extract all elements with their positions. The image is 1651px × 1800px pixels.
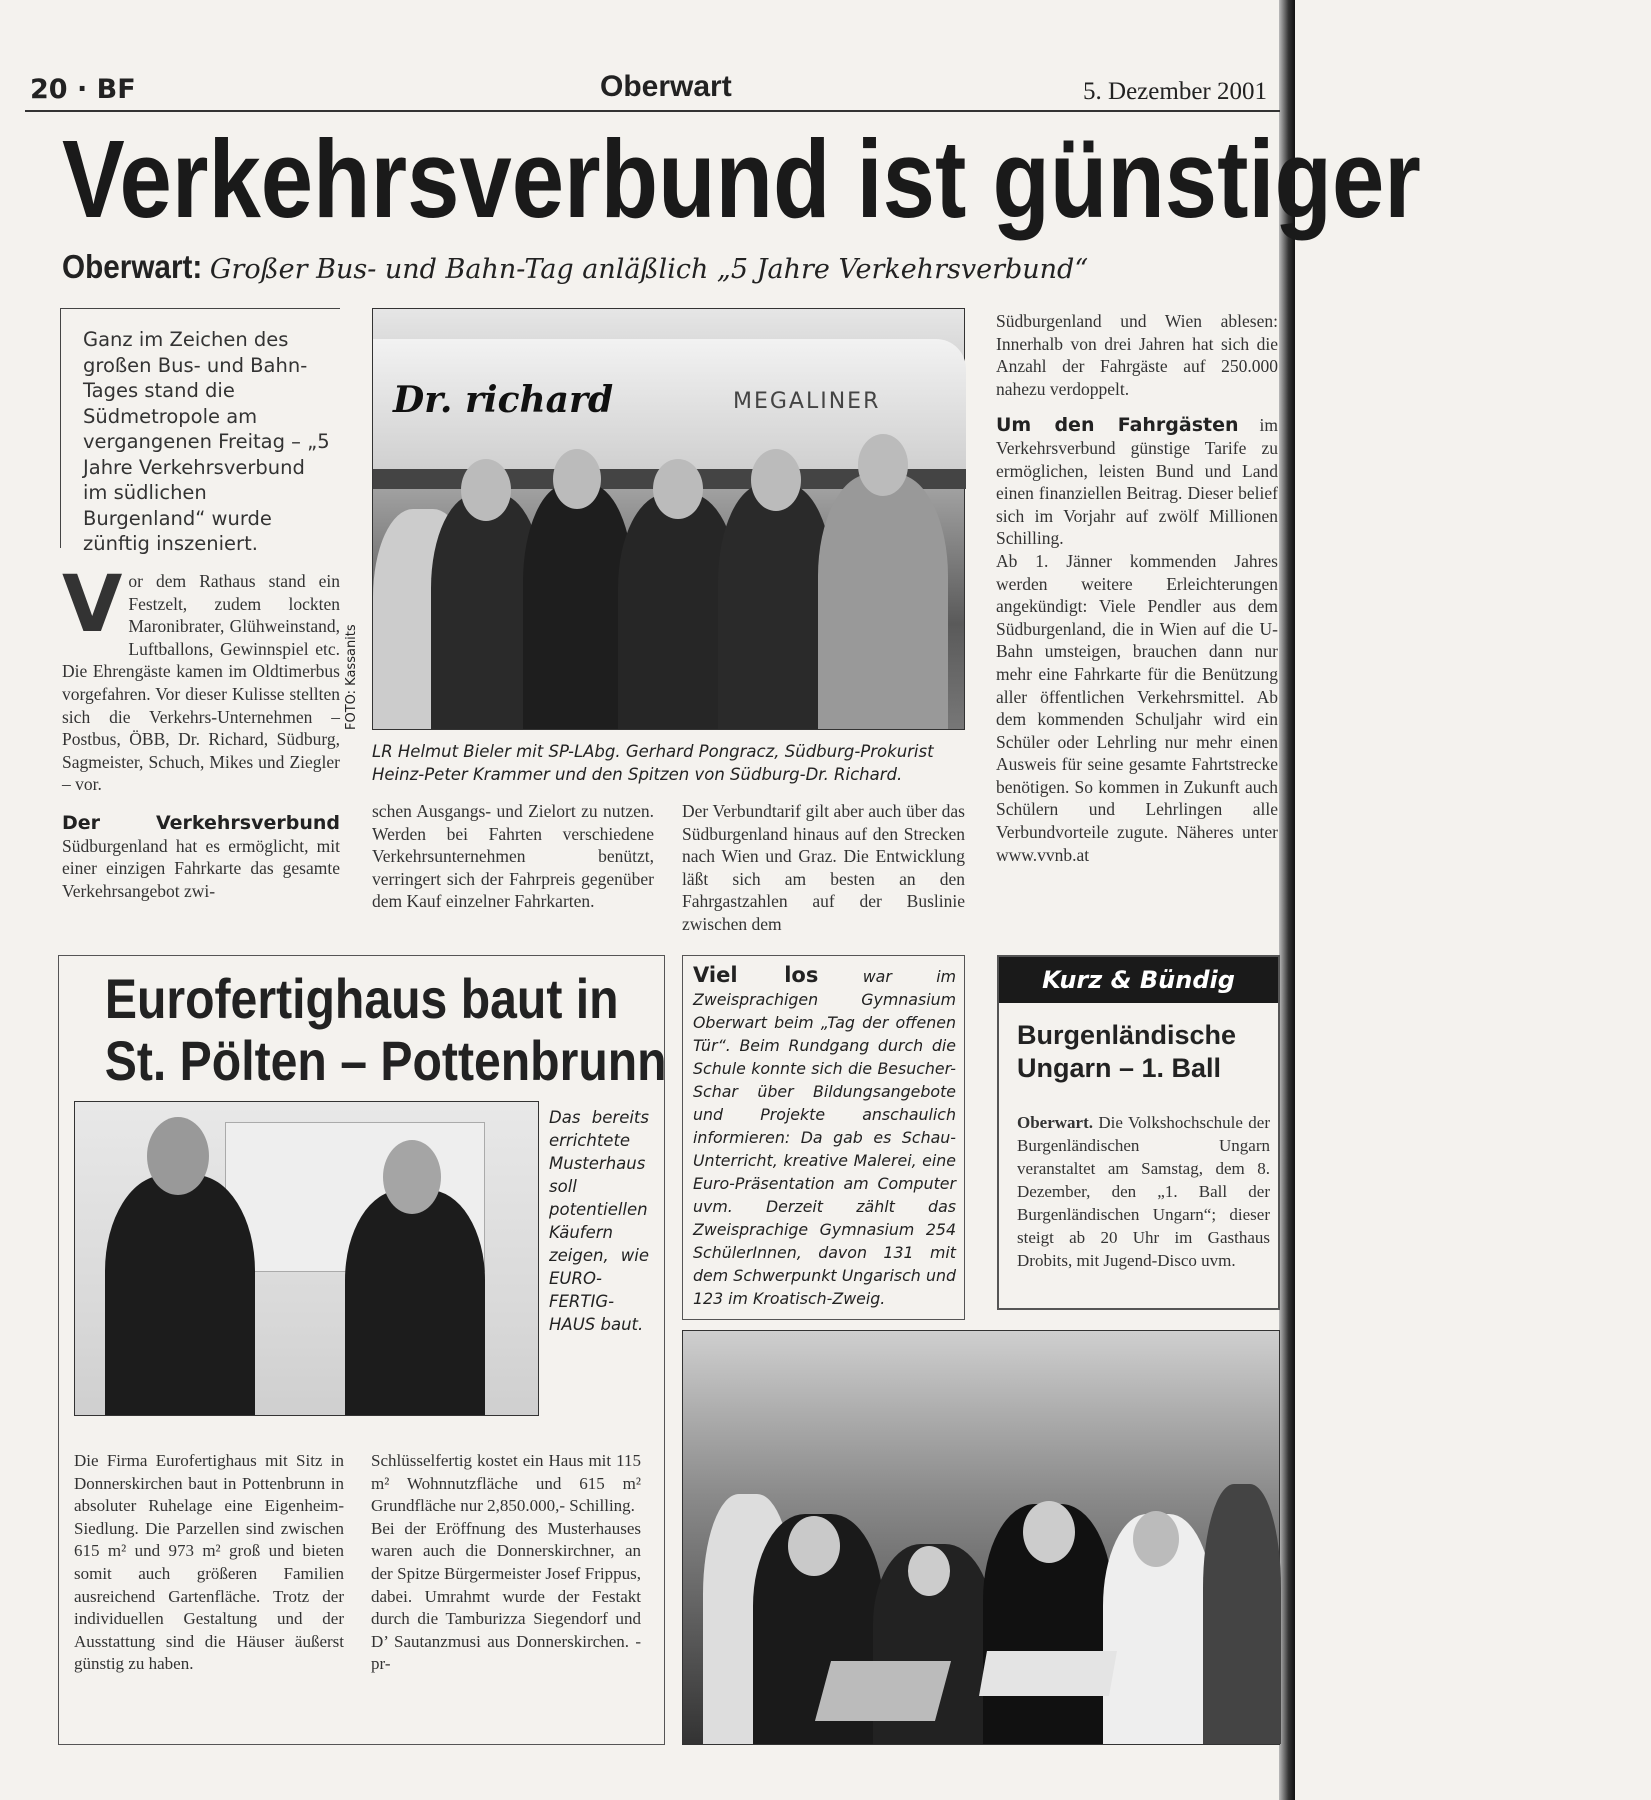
- paragraph: Schlüsselfertig kostet ein Haus mit 115 m² Wohnnutzfläche und 615 m² Grundfläche nur 2,850.000,- Schilling.: [371, 1451, 641, 1516]
- article-title-line-1: Eurofertighaus baut in: [104, 967, 619, 1030]
- headline: Verkehrsverbund ist günstiger: [62, 118, 1421, 241]
- paragraph: Ab 1. Jänner kommenden Jahres werden weitere Erleichterungen angekündigt: Viele Pendler aus dem Südburgenland, die in Wien auf die U-Bahn umsteigen, brauchen dann nur mehr eine Fahrkarte für die Benützung aller öffentlichen Verkehrsmittel. Ab dem kommenden Schuljahr wird ein Schüler oder Lehrling nur mehr einen Ausweis für seine gesamte Fahrtstrecke benötigen. So kommen in Zukunft auch Schülern und Lehrlingen alle Verbundvorteile zugute. Näheres unter www.vvnb.at: [996, 550, 1278, 865]
- music-stand: [815, 1661, 951, 1721]
- article-col-4: [996, 310, 1278, 866]
- person: [523, 484, 633, 729]
- paragraph: Die Volkshochschule der Burgenländischen Ungarn veranstaltet am Samstag, dem 8. Dezember, den „1. Ball der Burgenländischen Ungarn“; dieser steigt ab 20 Uhr im Gasthaus Drobits, mit Jugend-Disco uvm.: [1017, 1113, 1270, 1270]
- page-number: 20 · BF: [30, 74, 136, 105]
- school-photo: [682, 1330, 1280, 1745]
- paragraph-lead: Um den Fahrgästen: [996, 414, 1239, 437]
- eurofertighaus-photo: [74, 1101, 539, 1416]
- person-head: [1023, 1501, 1075, 1563]
- section-title: Oberwart: [600, 70, 732, 103]
- subhead-lead: Oberwart:: [62, 248, 203, 285]
- photo-caption: LR Helmut Bieler mit SP-LAbg. Gerhard Pongracz, Südburg-Prokurist Heinz-Peter Krammer und den Spitzen von Südburg-Dr. Richard.: [372, 742, 934, 784]
- subhead: Großer Bus- und Bahn-Tag anläßlich „5 Jahre Verkehrsverbund“: [209, 254, 1089, 285]
- issue-date: 5. Dezember 2001: [1083, 78, 1267, 105]
- paragraph-lead: Oberwart.: [1017, 1113, 1094, 1132]
- person-head: [653, 459, 703, 519]
- bus-lettering: Dr. richard: [393, 379, 614, 421]
- person-head: [788, 1516, 840, 1576]
- photo-caption: Das bereits errichtete Musterhaus soll potentiellen Käufern zeigen, wie EURO-FERTIG-HAUS baut.: [549, 1108, 649, 1334]
- intro-text: Ganz im Zeichen des großen Bus- und Bahn-Tages stand die Südmetropole am vergangenen Freitag – „5 Jahre Verkehrsverbund im südlichen Burgenland“ wurde zünftig inszeniert.: [83, 328, 330, 555]
- paragraph-lead: Der Verkehrsverbund: [62, 811, 340, 834]
- eurofertighaus-article: [58, 955, 665, 1745]
- paragraph: Südburgenland und Wien ablesen: Innerhalb von drei Jahren hat sich die Anzahl der Fahrgäste auf 250.000 nahezu verdoppelt.: [996, 311, 1278, 399]
- article-col-3: Der Verbundtarif gilt aber auch über das Südburgenland hinaus auf den Strecken nach Wien und Graz. Die Entwicklung läßt sich am besten an den Fahrgastzahlen auf der Buslinie zwischen dem: [682, 801, 965, 934]
- paragraph: im Verkehrsverbund günstige Tarife zu ermöglichen, leisten Bund und Land einen finanziellen Beitrag. Dieser belief sich im Vorjahr auf zwölf Millionen Schilling.: [996, 415, 1279, 549]
- paragraph: or dem Rathaus stand ein Festzelt, zudem lockten Maronibrater, Glühweinstand, Luftballons, Gewinnspiel etc. Die Ehrengäste kamen im Oldtimerbus vorgefahren. Vor dieser Kulisse stellten sich die Verkehrs-Unternehmen – Postbus, ÖBB, Dr. Richard, Südburg, Sagmeister, Schuch, Mikes und Ziegler – vor.: [62, 571, 340, 795]
- photo-credit: FOTO: Kassanits: [344, 624, 359, 730]
- paragraph: Südburgenland hat es ermöglicht, mit einer einzigen Fahrkarte das gesamte Verkehrsangebot zwi-: [62, 835, 340, 901]
- paragraph: war im Zweisprachigen Gymnasium Oberwart beim „Tag der offenen Tür“. Beim Rundgang durch die Schule konnte sich die Besucher-Schar über Bildungsangebote und Projekte anschaulich informieren: Da gab es Schau-Unterricht, kreative Malerei, eine Euro-Präsentation am Computer uvm. Derzeit zählt das Zweisprachige Gymnasium 254 SchülerInnen, davon 131 mit dem Schwerpunkt Ungarisch und 123 im Kroatisch-Zweig.: [693, 967, 956, 1308]
- person: [105, 1175, 255, 1415]
- person-head: [147, 1117, 209, 1195]
- box-title: Burgenländische Ungarn – 1. Ball: [1017, 1020, 1237, 1083]
- article-col-2: [371, 1450, 641, 1676]
- person: [718, 484, 833, 729]
- paragraph-lead: Viel los: [693, 963, 819, 987]
- article-col-1: [62, 560, 340, 902]
- page-edge-shadow: [1279, 0, 1295, 1800]
- header-rule: [25, 110, 1280, 112]
- article-col-2: schen Ausgangs- und Zielort zu nutzen. Werden bei Fahrten verschiedene Verkehrsunternehmen benützt, verringert sich der Fahrpreis gegenüber dem Kauf einzelner Fahrkarten.: [372, 801, 654, 912]
- person: [345, 1190, 485, 1415]
- drop-cap: V: [62, 560, 123, 650]
- paragraph: Bei der Eröffnung des Musterhauses waren auch die Donnerskirchner, an der Spitze Bürgermeister Josef Frippus, dabei. Umrahmt wurde der Festakt durch die Tamburizza Siegendorf und D’ Sautanzmusi aus Donnerskirchen. -pr-: [371, 1518, 641, 1674]
- article-col-1: Die Firma Eurofertighaus mit Sitz in Donnerskirchen baut in Pottenbrunn in absoluter Ruhelage eine Eigenheim-Siedlung. Die Parzellen sind zwischen 615 m² und 973 m² groß und bieten somit auch größeren Familien ausreichend Gartenfläche. Trotz der individuellen Gestaltung und der Ausstattung sind die Häuser äußerst günstig zu haben.: [74, 1451, 344, 1674]
- viel-los-article: [682, 955, 965, 1320]
- person: [1203, 1484, 1281, 1744]
- person-head: [553, 449, 601, 509]
- bus-lettering-2: MEGALINER: [733, 389, 881, 414]
- person-head: [383, 1140, 441, 1214]
- person-head: [1133, 1511, 1179, 1567]
- person-head: [858, 434, 908, 496]
- person-head: [908, 1546, 950, 1596]
- kurz-buendig-box: [997, 955, 1280, 1310]
- bus-photo: [372, 308, 965, 730]
- article-title-line-2: St. Pölten – Pottenbrunn: [104, 1029, 667, 1092]
- box-header: Kurz & Bündig: [999, 957, 1278, 1003]
- intro-box: [60, 308, 340, 555]
- music-stand: [979, 1651, 1117, 1696]
- person-head: [461, 459, 511, 521]
- person-head: [751, 449, 801, 511]
- person: [818, 474, 948, 729]
